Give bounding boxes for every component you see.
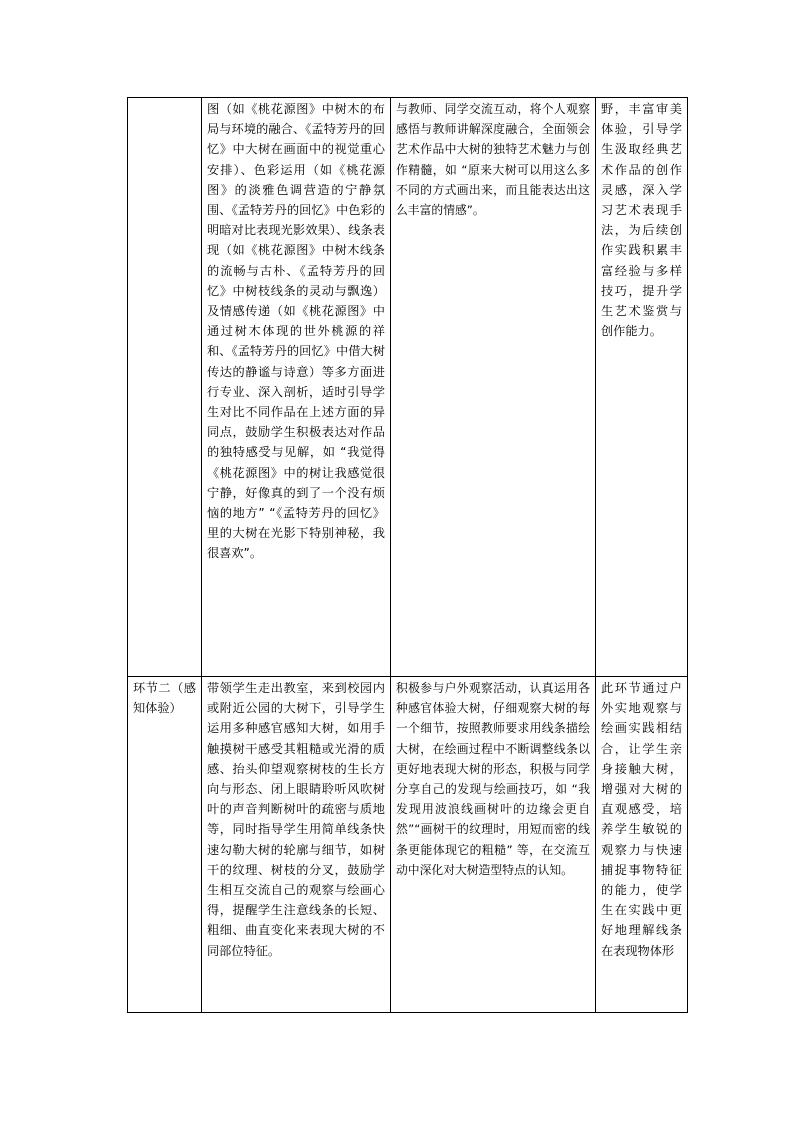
stage-cell: 环节二（感知体验） — [128, 677, 202, 1013]
student-activity-cell: 积极参与户外观察活动，认真运用各种感官体验大树，仔细观察大树的每一个细节，按照教师要求用线条描绘大树，在绘画过程中不断调整线条以更好地表现大树的形态，积极与同学分享自己的发现与绘画技巧，如 “我发现用波浪线画树叶的边缘会更自然”“画树干的纹理时，用短而密的线条更能体现它的粗糙” 等，在交流互动中深化对大树造型特点的认知。 — [391, 677, 596, 1013]
student-activity-cell: 与教师、同学交流互动，将个人观察感悟与教师讲解深度融合，全面领会艺术作品中大树的独特艺术魅力与创作精髓，如 “原来大树可以用这么多不同的方式画出来，而且能表达出这么丰富的情感”。 — [391, 98, 596, 677]
teacher-activity-cell: 带领学生走出教室，来到校园内或附近公园的大树下，引导学生运用多种感官感知大树，如用手触摸树干感受其粗糙或光滑的质感、抬头仰望观察树枝的生长方向与形态、闭上眼睛聆听风吹树叶的声音判断树叶的疏密与质地等，同时指导学生用简单线条快速勾勒大树的轮廓与细节，如树干的纹理、树枝的分叉，鼓励学生相互交流自己的观察与绘画心得，提醒学生注意线条的长短、粗细、曲直变化来表现大树的不同部位特征。 — [202, 677, 391, 1013]
teacher-activity-cell: 图（如《桃花源图》中树木的布局与环境的融合、《孟特芳丹的回忆》中大树在画面中的视觉重心安排）、色彩运用（如《桃花源图》的淡雅色调营造的宁静氛围、《孟特芳丹的回忆》中色彩的明暗对比表现光影效果）、线条表现（如《桃花源图》中树木线条的流畅与古朴、《孟特芳丹的回忆》中树枝线条的灵动与飘逸）及情感传递（如《桃花源图》中通过树木体现的世外桃源的祥和、《孟特芳丹的回忆》中借大树传达的静谧与诗意）等多方面进行专业、深入剖析，适时引导学生对比不同作品在上述方面的异同点，鼓励学生积极表达对作品的独特感受与见解，如 “我觉得《桃花源图》中的树让我感觉很宁静，好像真的到了一个没有烦恼的地方” “《孟特芳丹的回忆》里的大树在光影下特别神秘，我很喜欢”。 — [202, 98, 391, 677]
table-row — [128, 677, 688, 1013]
design-intent-cell: 此环节通过户外实地观察与绘画实践相结合，让学生亲身接触大树，增强对大树的直观感受，培养学生敏锐的观察力与快速捕捉事物特征的能力，使学生在实践中更好地理解线条在表现物体形 — [596, 677, 688, 1013]
lesson-plan-table — [127, 97, 688, 1013]
design-intent-cell: 野，丰富审美体验，引导学生汲取经典艺术作品的创作灵感，深入学习艺术表现手法，为后续创作实践积累丰富经验与多样技巧，提升学生艺术鉴赏与创作能力。 — [596, 98, 688, 677]
stage-cell — [128, 98, 202, 677]
table-row — [128, 98, 688, 677]
